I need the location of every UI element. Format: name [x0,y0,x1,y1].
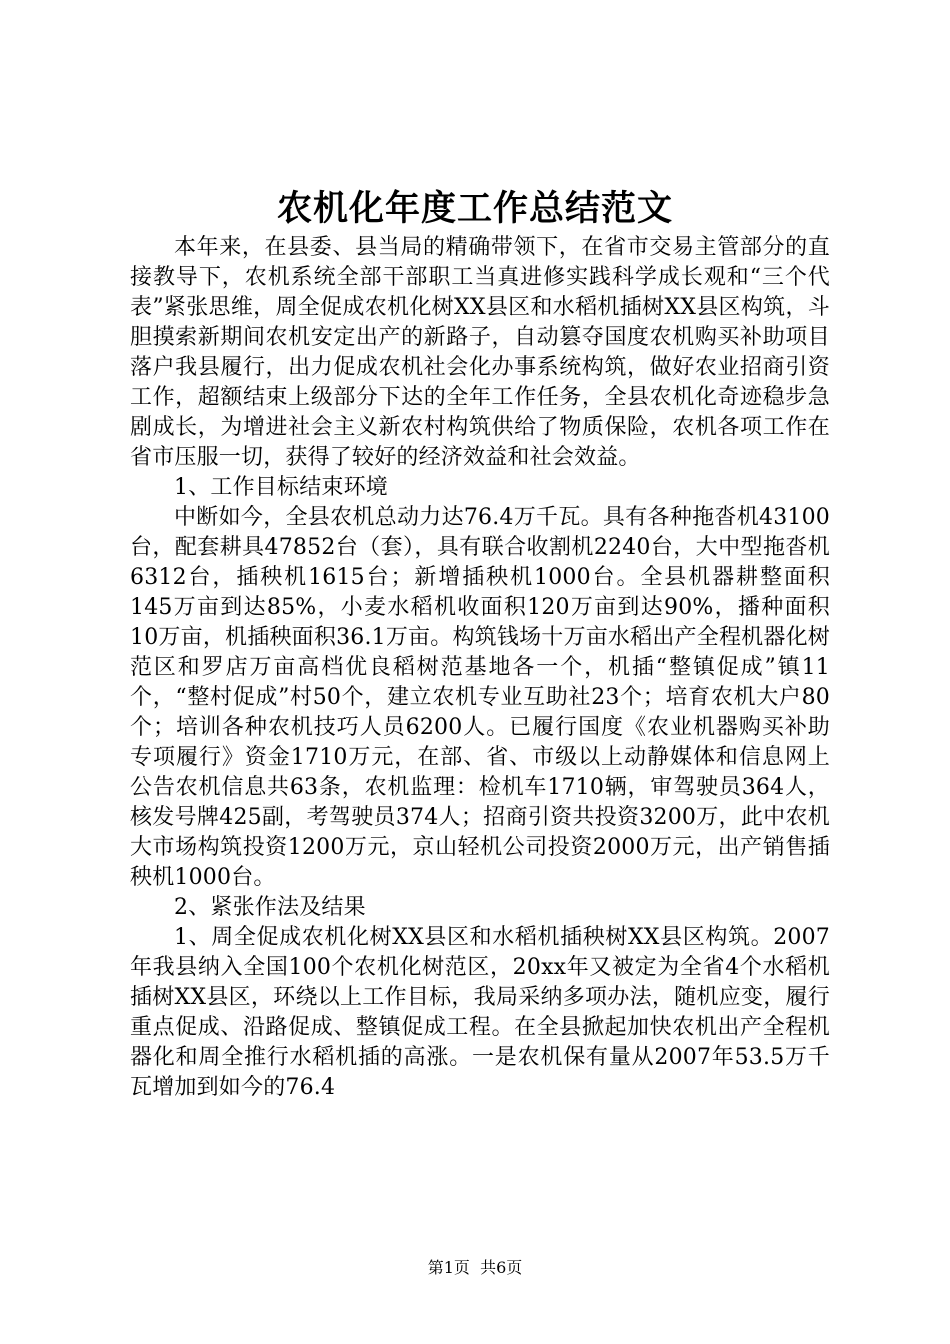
document-title: 农机化年度工作总结范文 [276,188,673,229]
document-body [130,233,830,1103]
section-heading-2: 2、紧张作法及结果 [174,895,366,920]
page-total: 共6页 [480,1258,523,1277]
page-number: 第1页 [427,1258,470,1277]
section-heading-1: 1、工作目标结束环境 [174,475,388,500]
paragraph-measures: 1、周全促成农机化树XX县区和水稻机插秧树XX县区构筑。2007年我县纳入全国100个农机化树范区，20xx年又被定为全省4个水稻机插树XX县区，环绕以上工作目标，我局采纳多项办法，随机应变，履行重点促成、沿路促成、整镇促成工程。在全县掀起加快农机出产全程机器化和周全推行水稻机插的高涨。一是农机保有量从2007年53.5万千瓦增加到如今的76.4 [130,925,830,1100]
paragraph-status: 中断如今，全县农机总动力达76.4万千瓦。具有各种拖沓机43100台，配套耕具47852台（套），具有联合收割机2240台，大中型拖沓机6312台，插秧机1615台；新增插秧机1000台。全县机器耕整面积145万亩到达85%，小麦水稻机收面积120万亩到达90%，播种面积10万亩，机插秧面积36.1万亩。构筑钱场十万亩水稻出产全程机器化树范区和罗店万亩高档优良稻树范基地各一个，机插“整镇促成”镇11个，“整村促成”村50个，建立农机专业互助社23个；培育农机大户80个；培训各种农机技巧人员6200人。已履行国度《农业机器购买补助专项履行》资金1710万元，在部、省、市级以上动静媒体和信息网上公告农机信息共63条，农机监理：检机车1710辆，审驾驶员364人，核发号牌425副，考驾驶员374人；招商引资共投资3200万，此中农机大市场构筑投资1200万元，京山轻机公司投资2000万元，出产销售插秧机1000台。 [130,505,830,890]
page-footer [0,1258,950,1278]
paragraph-intro: 本年来，在县委、县当局的精确带领下，在省市交易主管部分的直接教导下，农机系统全部干部职工当真进修实践科学成长观和“三个代表”紧张思维，周全促成农机化树XX县区和水稻机插树XX县区构筑，斗胆摸索新期间农机安定出产的新路子，自动篡夺国度农机购买补助项目落户我县履行，出力促成农机社会化办事系统构筑，做好农业招商引资工作，超额结束上级部分下达的全年工作任务，全县农机化奇迹稳步急剧成长，为增进社会主义新农村构筑供给了物质保险，农机各项工作在省市压服一切，获得了较好的经济效益和社会效益。 [130,235,830,470]
footer-spacer [470,1258,480,1277]
